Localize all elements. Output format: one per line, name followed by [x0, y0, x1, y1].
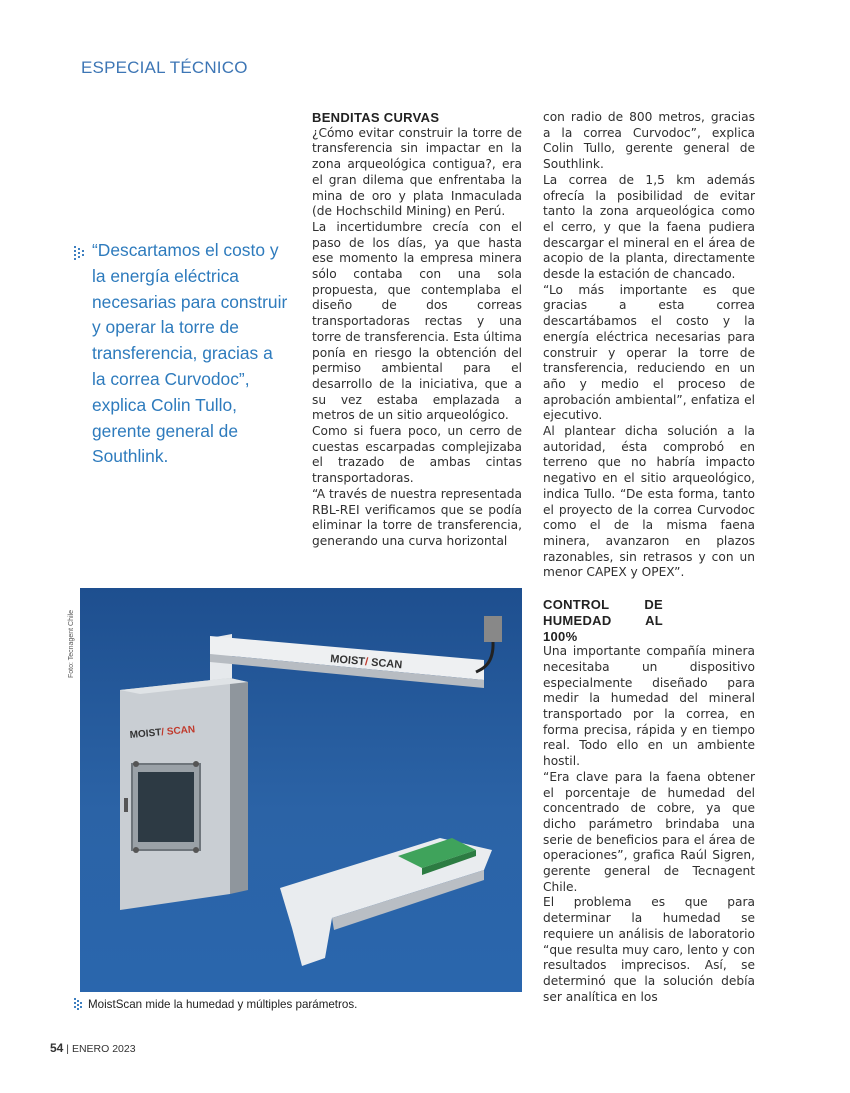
moistscan-device-illustration — [80, 588, 522, 992]
issue-date: ENERO 2023 — [71, 1043, 136, 1055]
body-paragraph: La correa de 1,5 km además ofrecía la posibilidad de evitar tanto la zona arqueológica como el cerro, y que la faena pudiera descargar el mineral en el área de acopio de la planta, directamente desde la estación de chancado. — [543, 172, 755, 282]
section-heading-control-humedad: CONTROL DE HUMEDAD AL 100% — [543, 597, 663, 644]
article-column-right — [543, 110, 755, 1005]
dots-bullet-icon — [74, 998, 84, 1010]
caption-text: MoistScan mide la humedad y múltiples parámetros. — [88, 998, 358, 1011]
svg-text:MOIST/ SCAN: MOIST/ SCAN — [129, 724, 196, 741]
body-paragraph: “Era clave para la faena obtener el porcentaje de humedad del concentrado de cobre, ya que dicho parámetro brindaba una serie de beneficios para el área de operaciones”, grafica Raúl Sigren, gerente general de Tecnagent Chile. — [543, 769, 755, 894]
body-paragraph: ¿Cómo evitar construir la torre de transferencia sin impactar en la zona arqueológica contigua?, era el gran dilema que enfrentaba la mina de oro y plata Inmaculada (de Hochschild Mining) en Perú. — [312, 125, 522, 219]
section-header: ESPECIAL TÉCNICO — [81, 58, 248, 77]
moistscan-photo — [80, 588, 522, 992]
body-paragraph: El problema es que para determinar la humedad se requiere un análisis de laboratorio “que resulta muy caro, lento y con resultados imprecisos. Así, se determinó que la solución debía ser analítica en los — [543, 895, 755, 1004]
body-paragraph: “Lo más importante es que gracias a esta correa descartábamos el costo y la energía eléctrica necesarias para construir y operar la torre de transferencia, reduciendo en un año y medio el proceso de aprobación ambiental”, enfatiza el ejecutivo. — [543, 282, 755, 423]
article-column-middle — [312, 110, 522, 550]
section-heading-benditas-curvas: BENDITAS CURVAS — [312, 110, 440, 125]
body-paragraph: La incertidumbre crecía con el paso de los días, ya que hasta ese momento la empresa minera sólo contaba con una sola propuesta, que contemplaba el diseño de dos correas transportadoras rectas y una torre de transferencia. Esta última ponía en riesgo la obtención del permiso ambiental para el desarrollo de la iniciativa, que a su vez estaba emplazada a metros de un sitio arqueológico. — [312, 219, 522, 423]
body-paragraph: Una importante compañía minera necesitaba un dispositivo especialmente diseñado para medir la humedad del mineral transportado por la correa, en forma precisa, rápida y en tiempo real. Todo ello en un ambiente hostil. — [543, 644, 755, 769]
photo-credit — [66, 590, 76, 680]
body-paragraph: Al plantear dicha solución a la autoridad, ésta comprobó en terreno que no habría impacto negativo en el sitio arqueológico, indica Tullo. “De esta forma, tanto el proyecto de la correa Curvodoc como el de la misma faena minera, avanzaron en plazos razonables, sin retrasos y con un menor CAPEX y OPEX”. — [543, 424, 755, 580]
body-paragraph: con radio de 800 metros, gracias a la correa Curvodoc”, explica Colin Tullo, gerente general de Southlink. — [543, 110, 755, 172]
pull-quote — [74, 238, 289, 470]
svg-text:MOIST/ SCAN: MOIST/ SCAN — [329, 653, 403, 672]
body-paragraph: “A través de nuestra representada RBL-REI verificamos que se podía eliminar la torre de transferencia, generando una curva horizontal — [312, 486, 522, 548]
pull-quote-text: “Descartamos el costo y la energía eléctrica necesarias para construir y operar la torre de transferencia, gracias a la correa Curvodoc”, explica Colin Tullo, gerente general de Southlink. — [92, 240, 288, 467]
page-number: 54 — [50, 1041, 64, 1055]
photo-caption — [74, 998, 357, 1011]
body-paragraph: Como si fuera poco, un cerro de cuestas escarpadas complejizaba el trazado de ambas cintas transportadoras. — [312, 424, 522, 486]
page-footer — [50, 1041, 136, 1055]
dots-bullet-icon — [74, 246, 86, 260]
svg-text:Foto: Tecnagent Chile: Foto: Tecnagent Chile — [68, 610, 75, 678]
footer-separator: | — [66, 1043, 72, 1055]
